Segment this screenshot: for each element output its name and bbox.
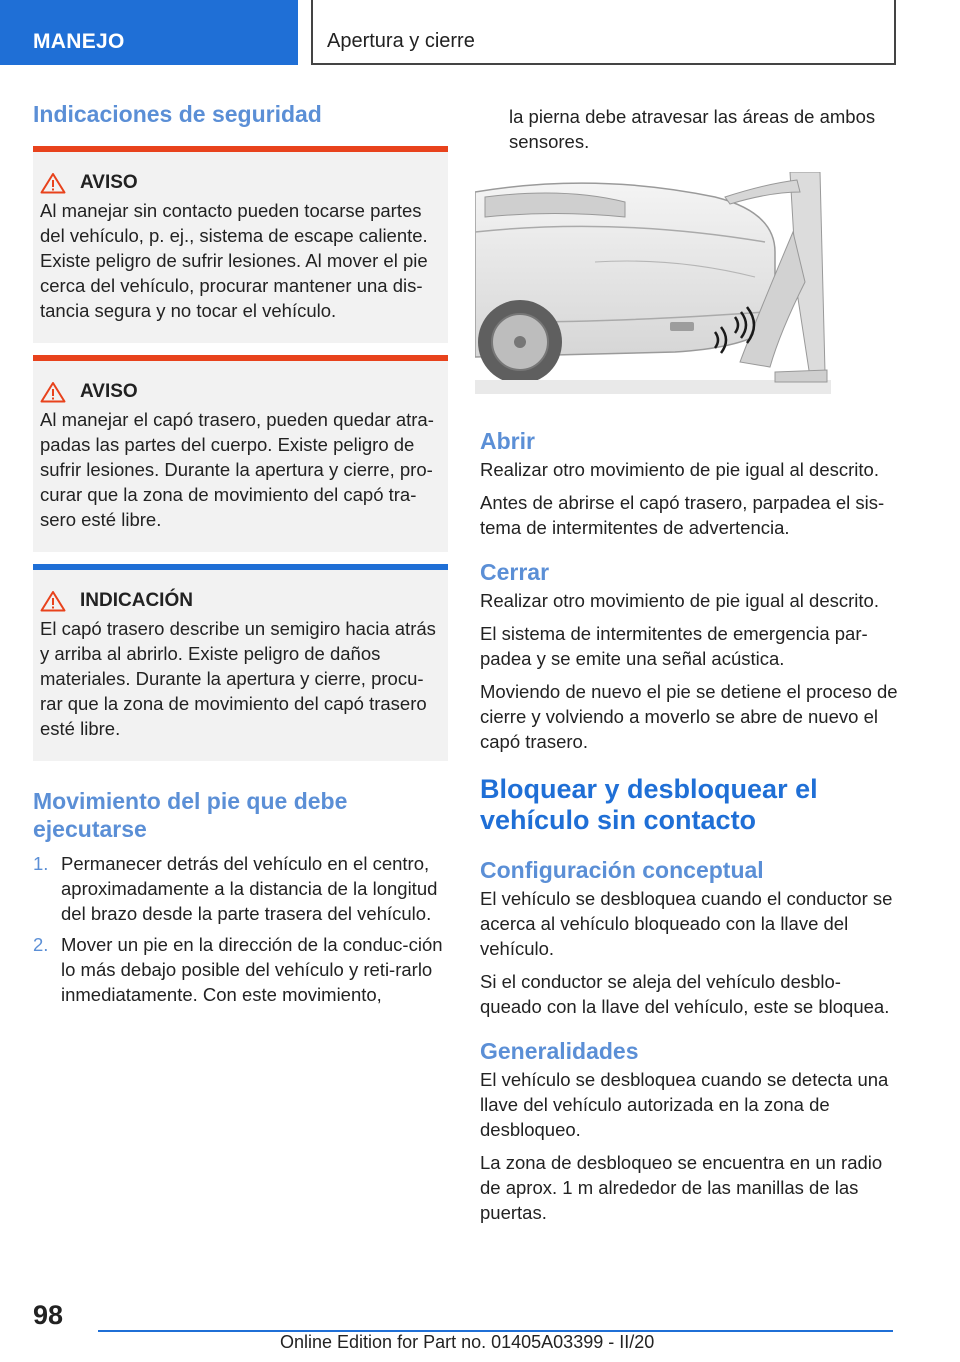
- general-heading: Generalidades: [480, 1038, 639, 1064]
- safety-heading: Indicaciones de seguridad: [33, 101, 322, 127]
- warning-triangle-icon: [40, 590, 66, 612]
- step-number: 2.: [33, 934, 49, 955]
- general-text-1: El vehículo se desbloquea cuando se detecta una llave del vehículo autorizada en la zona de desbloqueo.: [480, 1069, 889, 1140]
- close-text-2: El sistema de intermitentes de emergencia par-padea y se emite una señal acústica.: [480, 623, 868, 669]
- open-text-2: Antes de abrirse el capó trasero, parpadea el sis-tema de intermitentes de advertencia.: [480, 492, 885, 538]
- page-number: 98: [33, 1300, 64, 1330]
- warning-text: Al manejar sin contacto pueden tocarse partes del vehículo, p. ej., sistema de escape caliente. Existe peligro de sufrir lesiones. Al mover el pie cerca del vehículo, procurar mantener una dis-tancia segura y no tocar el vehículo.: [40, 200, 428, 321]
- warning-title: [40, 172, 440, 194]
- warning-box-1: [33, 146, 448, 343]
- warning-text: Al manejar el capó trasero, pueden quedar atra-padas las partes del cuerpo. Existe peligro de sufrir lesiones. Durante la apertura y cierre, pro-curar que la zona de movimiento del capó tra-sero esté libre.: [40, 409, 434, 530]
- concept-heading: Configuración conceptual: [480, 857, 764, 883]
- warning-box-2: [33, 355, 448, 552]
- chapter-title: Apertura y cierre: [311, 0, 896, 65]
- list-item: [33, 932, 448, 1007]
- left-column: [33, 100, 448, 1013]
- notice-title: [40, 590, 440, 612]
- foot-gesture-illustration: [475, 172, 831, 394]
- notice-title-text: INDICACIÓN: [80, 590, 193, 611]
- notice-text: El capó trasero describe un semigiro hacia atrás y arriba al abrirlo. Existe peligro de daños materiales. Durante la apertura y cierre, procu-rar que la zona de movimiento del capó trasero esté libre.: [40, 618, 436, 739]
- close-heading: Cerrar: [480, 559, 550, 585]
- warning-title: [40, 381, 440, 403]
- notice-box: [33, 564, 448, 761]
- open-text-1: Realizar otro movimiento de pie igual al descrito.: [480, 459, 879, 480]
- close-text-3: Moviendo de nuevo el pie se detiene el proceso de cierre y volviendo a moverlo se abre de nuevo el capó trasero.: [480, 681, 898, 752]
- concept-text-1: El vehículo se desbloquea cuando el conductor se acerca al vehículo bloqueado con la llave del vehículo.: [480, 888, 893, 959]
- warning-title-text: AVISO: [80, 381, 138, 402]
- warning-triangle-icon: [40, 381, 66, 403]
- step-number: 1.: [33, 853, 49, 874]
- movement-steps: [33, 851, 448, 1007]
- close-text-1: Realizar otro movimiento de pie igual al descrito.: [480, 590, 879, 611]
- warning-triangle-icon: [40, 172, 66, 194]
- open-heading: Abrir: [480, 428, 535, 454]
- concept-text-2: Si el conductor se aleja del vehículo desblo-queado con la llave del vehículo, este se bloquea.: [480, 971, 890, 1017]
- step-text: Mover un pie en la dirección de la conduc-ción lo más debajo posible del vehículo y reti-rarlo inmediatamente. Con este movimiento,: [61, 934, 443, 1005]
- step-continuation: la pierna debe atravesar las áreas de ambos sensores.: [509, 106, 876, 152]
- lock-heading: Bloquear y desbloquear el vehículo sin contacto: [480, 774, 818, 835]
- list-item: [33, 851, 448, 926]
- movement-heading: Movimiento del pie que debe ejecutarse: [33, 788, 348, 842]
- right-column: [480, 104, 900, 1225]
- section-tab: MANEJO: [0, 0, 298, 65]
- edition-note: Online Edition for Part no. 01405A03399 - II/20: [280, 1332, 655, 1352]
- general-text-2: La zona de desbloqueo se encuentra en un radio de aprox. 1 m alrededor de las manillas de las puertas.: [480, 1152, 883, 1223]
- warning-title-text: AVISO: [80, 172, 138, 193]
- step-text: Permanecer detrás del vehículo en el centro, aproximadamente a la distancia de la longitud del brazo desde la parte trasera del vehículo.: [61, 853, 438, 924]
